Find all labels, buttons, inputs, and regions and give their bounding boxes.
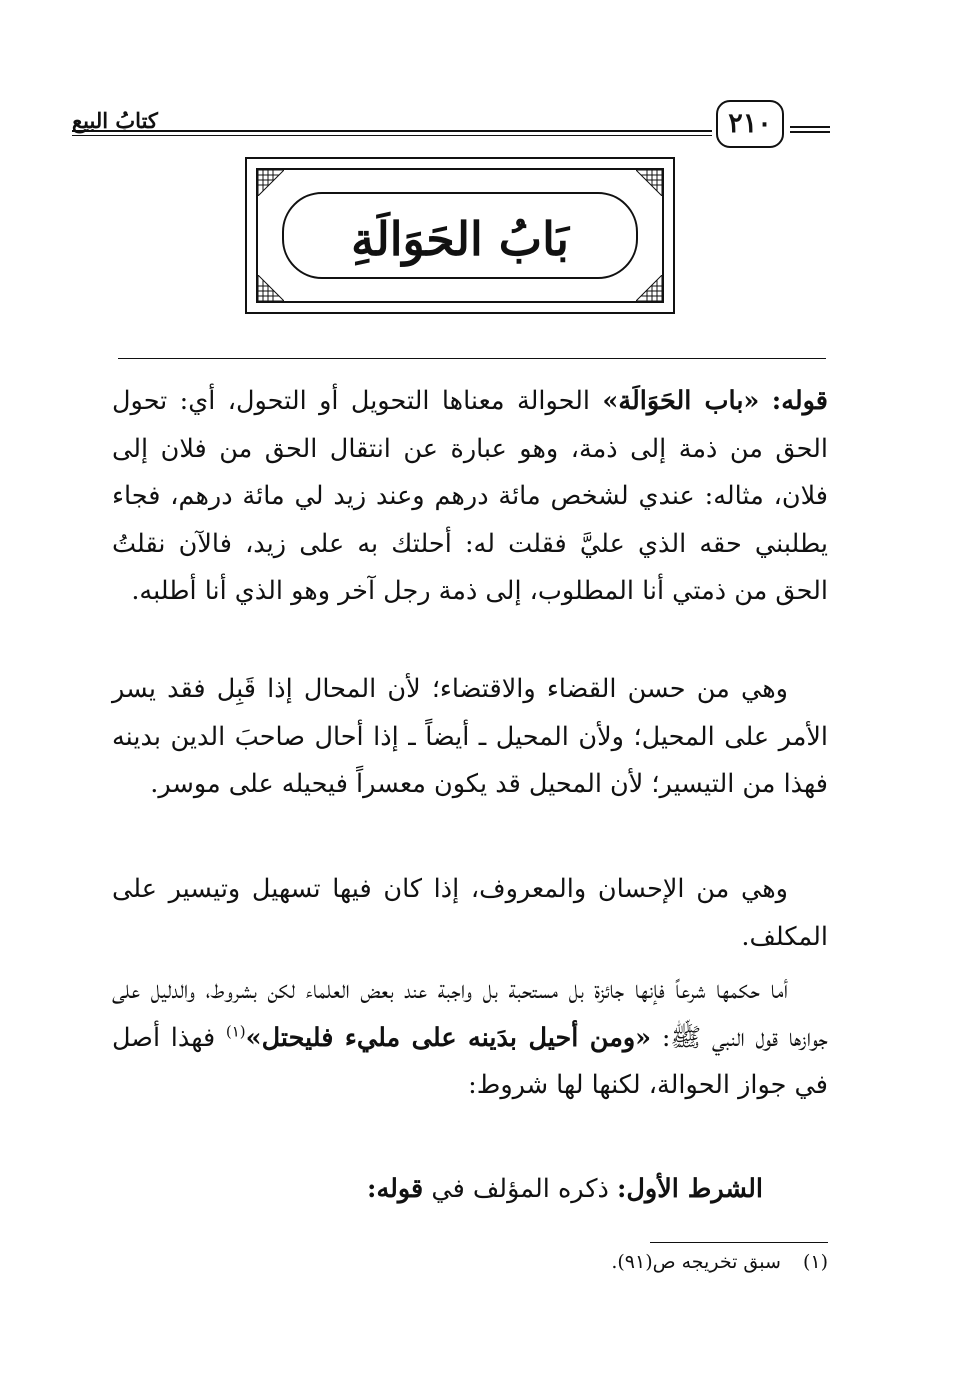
- footnote-text: سبق تخريجه ص(٩١).: [611, 1251, 781, 1273]
- paragraph-5: [112, 1166, 828, 1214]
- header-rule-right-2: [790, 131, 830, 133]
- footnote: [400, 1248, 828, 1276]
- header-rule-right: [790, 126, 830, 128]
- paragraph-text: فهذا أصل في جواز الحوالة، لكنها لها شروط:: [112, 1022, 828, 1100]
- corner-ornament-icon: [636, 170, 662, 196]
- paragraph-2: [112, 666, 828, 809]
- corner-ornament-icon: [258, 275, 284, 301]
- condition-label: الشرط الأول:: [616, 1174, 763, 1204]
- page-number: ٢١٠: [716, 100, 784, 148]
- footnote-number: (١): [802, 1251, 828, 1273]
- quote-label: قوله:: [367, 1174, 424, 1204]
- paragraph-text: ذكره المؤلف في: [423, 1174, 617, 1204]
- paragraph-3: [112, 866, 828, 961]
- section-divider: [118, 358, 826, 359]
- hadith-quote: «ومن أحيل بدَينه على مليء فليحتل»: [245, 1022, 652, 1053]
- paragraph-4: [112, 967, 828, 1110]
- header-rule-left-2: [72, 135, 712, 136]
- paragraph-text: الحوالة معناها التحويل أو التحول، أي: تحول الحق من ذمة إلى ذمة، وهو عبارة عن انتقال الحق من فلان إلى فلان، مثاله: عندي لشخص مائة درهم وعند زيد لي مائة درهم، فجاء يطلبني حقه الذي عليَّ فقلت له: أحلتك به على زيد، فالآن نقلتُ الحق من ذمتي أنا المطلوب، إلى ذمة رجل آخر وهو الذي أنا أطلبه.: [112, 386, 828, 606]
- chapter-title: بَابُ الحَوَالَةِ: [351, 212, 569, 266]
- quoted-heading: «باب الحَوَالَة»: [602, 386, 760, 416]
- lead-label: قوله:: [771, 386, 828, 416]
- corner-ornament-icon: [258, 170, 284, 196]
- paragraph-text: وهي من الإحسان والمعروف، إذا كان فيها تسهيل وتيسير على المكلف.: [112, 874, 828, 952]
- footnote-divider: [650, 1242, 828, 1243]
- chapter-title-frame: [245, 157, 675, 314]
- corner-ornament-icon: [636, 275, 662, 301]
- paragraph-text: أما حكمها شرعاً فإنها جائزة بل مستحبة بل واجبة عند بعض العلماء لكن بشروط، والدليل على جوازها قول النبي ﷺ:: [112, 975, 828, 1053]
- running-header-book-title: كتابُ البيع: [72, 108, 158, 133]
- paragraph-1: [112, 378, 828, 616]
- frame-inner-border: [256, 168, 664, 303]
- footnote-reference[interactable]: (١): [225, 1022, 246, 1040]
- paragraph-text: وهي من حسن القضاء والاقتضاء؛ لأن المحال إذا قَبِل فقد يسر الأمر على المحيل؛ ولأن المحيل ـ أيضاً ـ إذا أحال صاحبَ الدين بدينه فهذا من التيسير؛ لأن المحيل قد يكون معسراً فيحيله على موسر.: [112, 674, 828, 799]
